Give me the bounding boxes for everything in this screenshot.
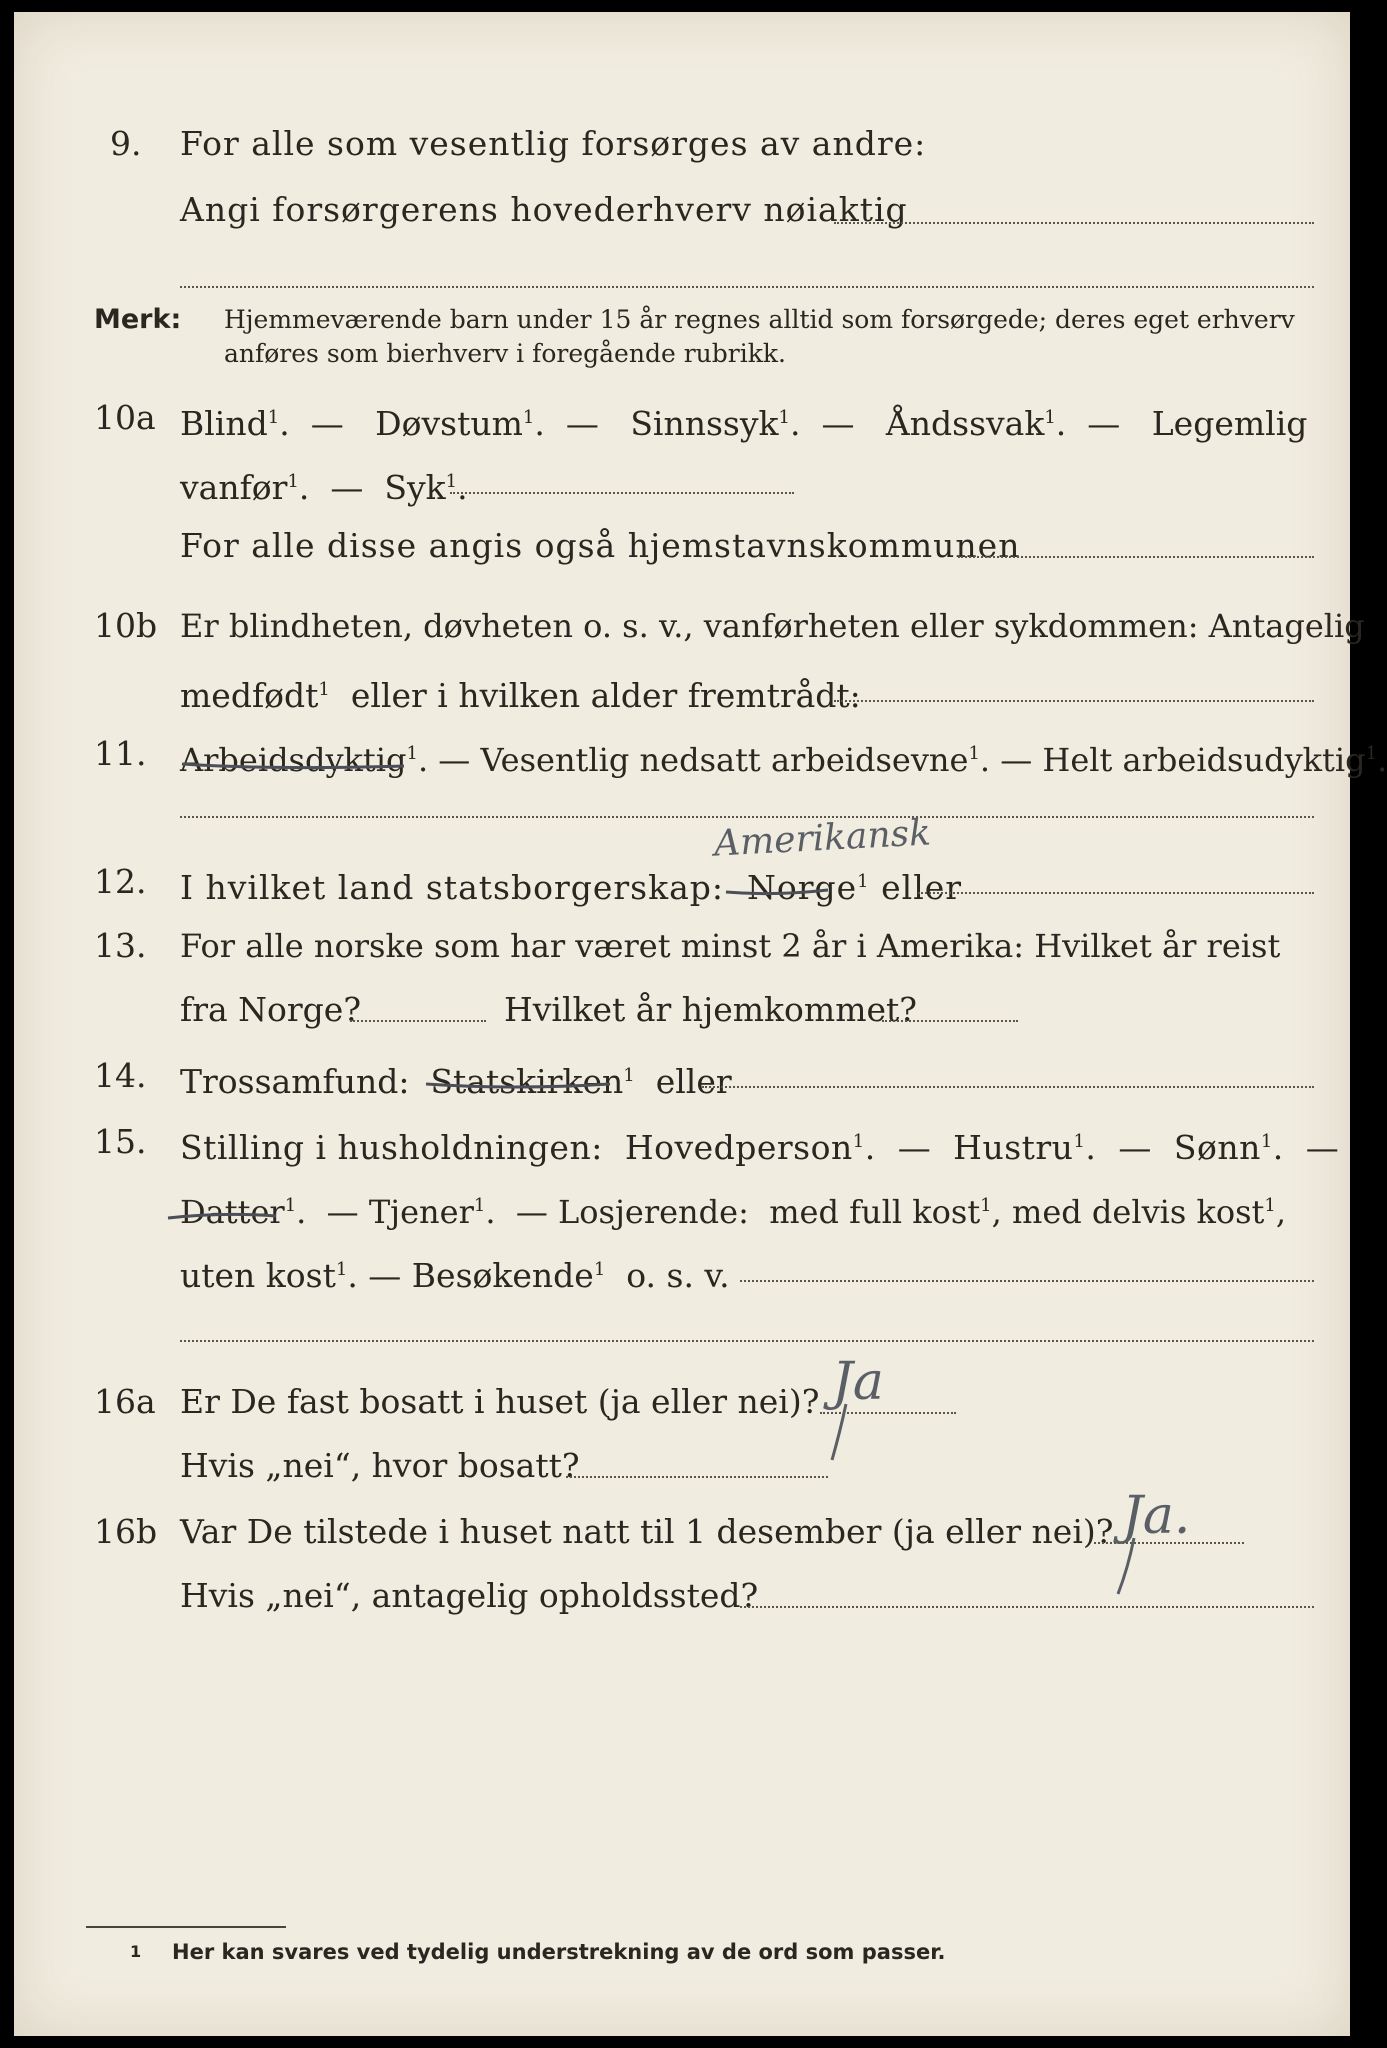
q15-option-uten-kost[interactable]: uten kost (180, 1256, 336, 1295)
underline-datter (168, 1214, 276, 1218)
q15-line3: uten kost$^1$. — Besøkende$^1$ o. s. v. (180, 1256, 730, 1295)
underline-norge (726, 890, 828, 894)
stroke-q16a (832, 1404, 846, 1460)
q9-line2: Angi forsørgerens hovederhverv nøiaktig (180, 190, 908, 229)
q15-option-hustru[interactable]: Hustru (953, 1128, 1074, 1167)
q15-option-tjener[interactable]: Tjener (368, 1193, 474, 1231)
q10a-option-sinnssyk[interactable]: Sinnssyk (630, 404, 779, 443)
q10a-option-andssvak[interactable]: Åndssvak (885, 404, 1045, 443)
q13-line1: For alle norske som har været minst 2 år i Amerika: Hvilket år reist (180, 927, 1281, 965)
q15-line2: Datter$^1$. — Tjener$^1$. — Losjerende: med full kost$^1$, med delvis kost$^1$, (180, 1193, 1287, 1231)
q10a-line2: vanfør$^1$. — Syk$^1$. (180, 468, 468, 507)
q16b-handwritten-answer: Ja. (1122, 1486, 1191, 1546)
q15-option-besokende[interactable]: Besøkende (411, 1256, 594, 1295)
q14-number: 14. (94, 1056, 147, 1095)
q16b-line2: Hvis „nei“, antagelig opholdssted? (180, 1576, 759, 1615)
q14-line1: Trossamfund: Statskirken$^1$ eller (180, 1062, 732, 1101)
q13-number: 13. (94, 926, 147, 965)
q12-number: 12. (94, 862, 147, 901)
footnote-text: Her kan svares ved tydelig understrekning av de ord som passer. (172, 1940, 946, 1964)
q15-line1: Stilling i husholdningen: Hovedperson$^1$. — Hustru$^1$. — Sønn$^1$. — (180, 1128, 1340, 1167)
q10a-option-legemlig[interactable]: Legemlig (1151, 404, 1308, 443)
q16a-handwritten-answer: Ja (832, 1352, 884, 1412)
q14-option-statskirken[interactable]: Statskirken (430, 1062, 624, 1101)
q16a-line2: Hvis „nei“, hvor bosatt? (180, 1446, 580, 1485)
q16b-number: 16b (94, 1512, 158, 1551)
q10a-option-syk[interactable]: Syk (384, 468, 446, 507)
merk-label: Merk: (94, 304, 182, 335)
q9-number: 9. (110, 124, 142, 163)
merk-line1: Hjemmeværende barn under 15 år regnes alltid som forsørgede; deres eget erhverv (224, 305, 1295, 334)
merk-line2: anføres som bierhverv i foregående rubrikk. (224, 339, 786, 368)
q12-option-norge[interactable]: Norge (747, 868, 858, 907)
q12-line1: I hvilket land statsborgerskap: Norge$^1$ eller (180, 868, 963, 907)
q15-option-sonn[interactable]: Sønn (1173, 1128, 1261, 1167)
q13-part1: fra Norge? (180, 990, 362, 1029)
stroke-q16b (1118, 1538, 1134, 1594)
q10a-option-blind[interactable]: Blind (180, 404, 268, 443)
q10a-option-dovstum[interactable]: Døvstum (375, 404, 523, 443)
q10b-line2: medfødt$^1$ eller i hvilken alder fremtrådt: (180, 676, 861, 715)
pen-marks (14, 12, 1350, 2036)
q15-option-hovedperson[interactable]: Hovedperson (624, 1128, 853, 1167)
q16b-line1: Var De tilstede i huset natt til 1 desember (ja eller nei)? (180, 1512, 1114, 1551)
q15-option-full-kost[interactable]: med full kost (769, 1193, 981, 1231)
q10a-line1: Blind$^1$. — Døvstum$^1$. — Sinnssyk$^1$. — Åndssvak$^1$. — Legemlig (180, 404, 1308, 443)
q15-number: 15. (94, 1122, 147, 1161)
q10a-number: 10a (94, 398, 156, 437)
q16a-line1: Er De fast bosatt i huset (ja eller nei)? (180, 1382, 820, 1421)
q11-line1: Arbeidsdyktig$^1$. — Vesentlig nedsatt arbeidsevne$^1$. — Helt arbeidsudyktig$^1$. (180, 741, 1387, 779)
q11-option-udyktig[interactable]: Helt arbeidsudyktig (1042, 741, 1366, 779)
q10a-line3: For alle disse angis også hjemstavnskommunen (180, 526, 1021, 565)
underline-statskirken (426, 1084, 610, 1087)
q10b-line1: Er blindheten, døvheten o. s. v., vanførheten eller sykdommen: Antagelig (180, 607, 1365, 645)
census-form-page (14, 12, 1387, 2036)
q11-option-nedsatt[interactable]: Vesentlig nedsatt arbeidsevne (480, 741, 969, 779)
q11-number: 11. (94, 734, 147, 773)
q15-option-delvis-kost[interactable]: med delvis kost (1011, 1193, 1265, 1231)
q10a-option-vanfor[interactable]: vanfør (180, 468, 288, 507)
q13-part2: Hvilket år hjemkommet? (504, 990, 917, 1029)
q10b-number: 10b (94, 606, 158, 645)
q10b-option-medfodt[interactable]: medfødt (180, 676, 319, 715)
q11-option-arbeidsdyktig[interactable]: Arbeidsdyktig (180, 741, 407, 779)
q16a-number: 16a (94, 1382, 156, 1421)
q12-handwritten-answer: Amerikansk (713, 812, 932, 865)
underline-arbeidsdyktig (182, 764, 404, 768)
footnote-mark: 1 (130, 1942, 142, 1961)
q9-line1: For alle som vesentlig forsørges av andre: (180, 124, 927, 163)
q15-option-datter[interactable]: Datter (180, 1193, 285, 1231)
